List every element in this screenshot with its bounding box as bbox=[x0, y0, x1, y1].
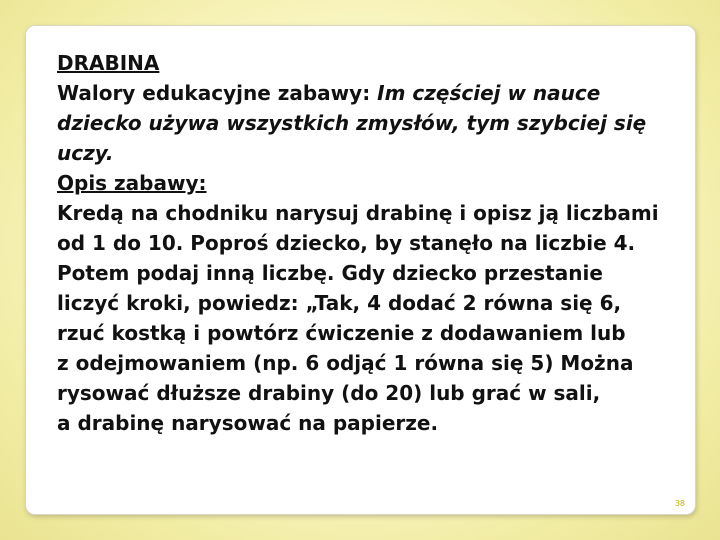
page-number: 38 bbox=[674, 499, 685, 508]
description-line-5: rzuć kostką i powtórz ćwiczenie z dodawaniem lub bbox=[57, 321, 626, 345]
description-line-1: Kredą na chodniku narysuj drabinę i opisz ją liczbami bbox=[57, 201, 659, 225]
values-label: Walory edukacyjne zabawy: bbox=[57, 81, 378, 105]
description-heading: Opis zabawy: bbox=[57, 171, 207, 195]
description-line-8: a drabinę narysować na papierze. bbox=[57, 411, 439, 435]
values-line-1 bbox=[57, 78, 677, 108]
values-text-1: Im częściej w nauce bbox=[377, 81, 601, 105]
slide-title: DRABINA bbox=[57, 51, 160, 75]
description-line-7: rysować dłuższe drabiny (do 20) lub grać w sali, bbox=[57, 381, 601, 405]
description-line-4: liczyć kroki, powiedz: „Tak, 4 dodać 2 równa się 6, bbox=[57, 291, 622, 315]
description-line-6: z odejmowaniem (np. 6 odjąć 1 równa się 5) Można bbox=[57, 351, 634, 375]
slide-content bbox=[57, 48, 677, 438]
values-line-2: dziecko używa wszystkich zmysłów, tym szybciej się bbox=[57, 111, 647, 135]
description-line-3: Potem podaj inną liczbę. Gdy dziecko przestanie bbox=[57, 261, 603, 285]
slide-card bbox=[25, 25, 696, 515]
values-line-3: uczy. bbox=[57, 141, 114, 165]
description-line-2: od 1 do 10. Poproś dziecko, by stanęło na liczbie 4. bbox=[57, 231, 636, 255]
